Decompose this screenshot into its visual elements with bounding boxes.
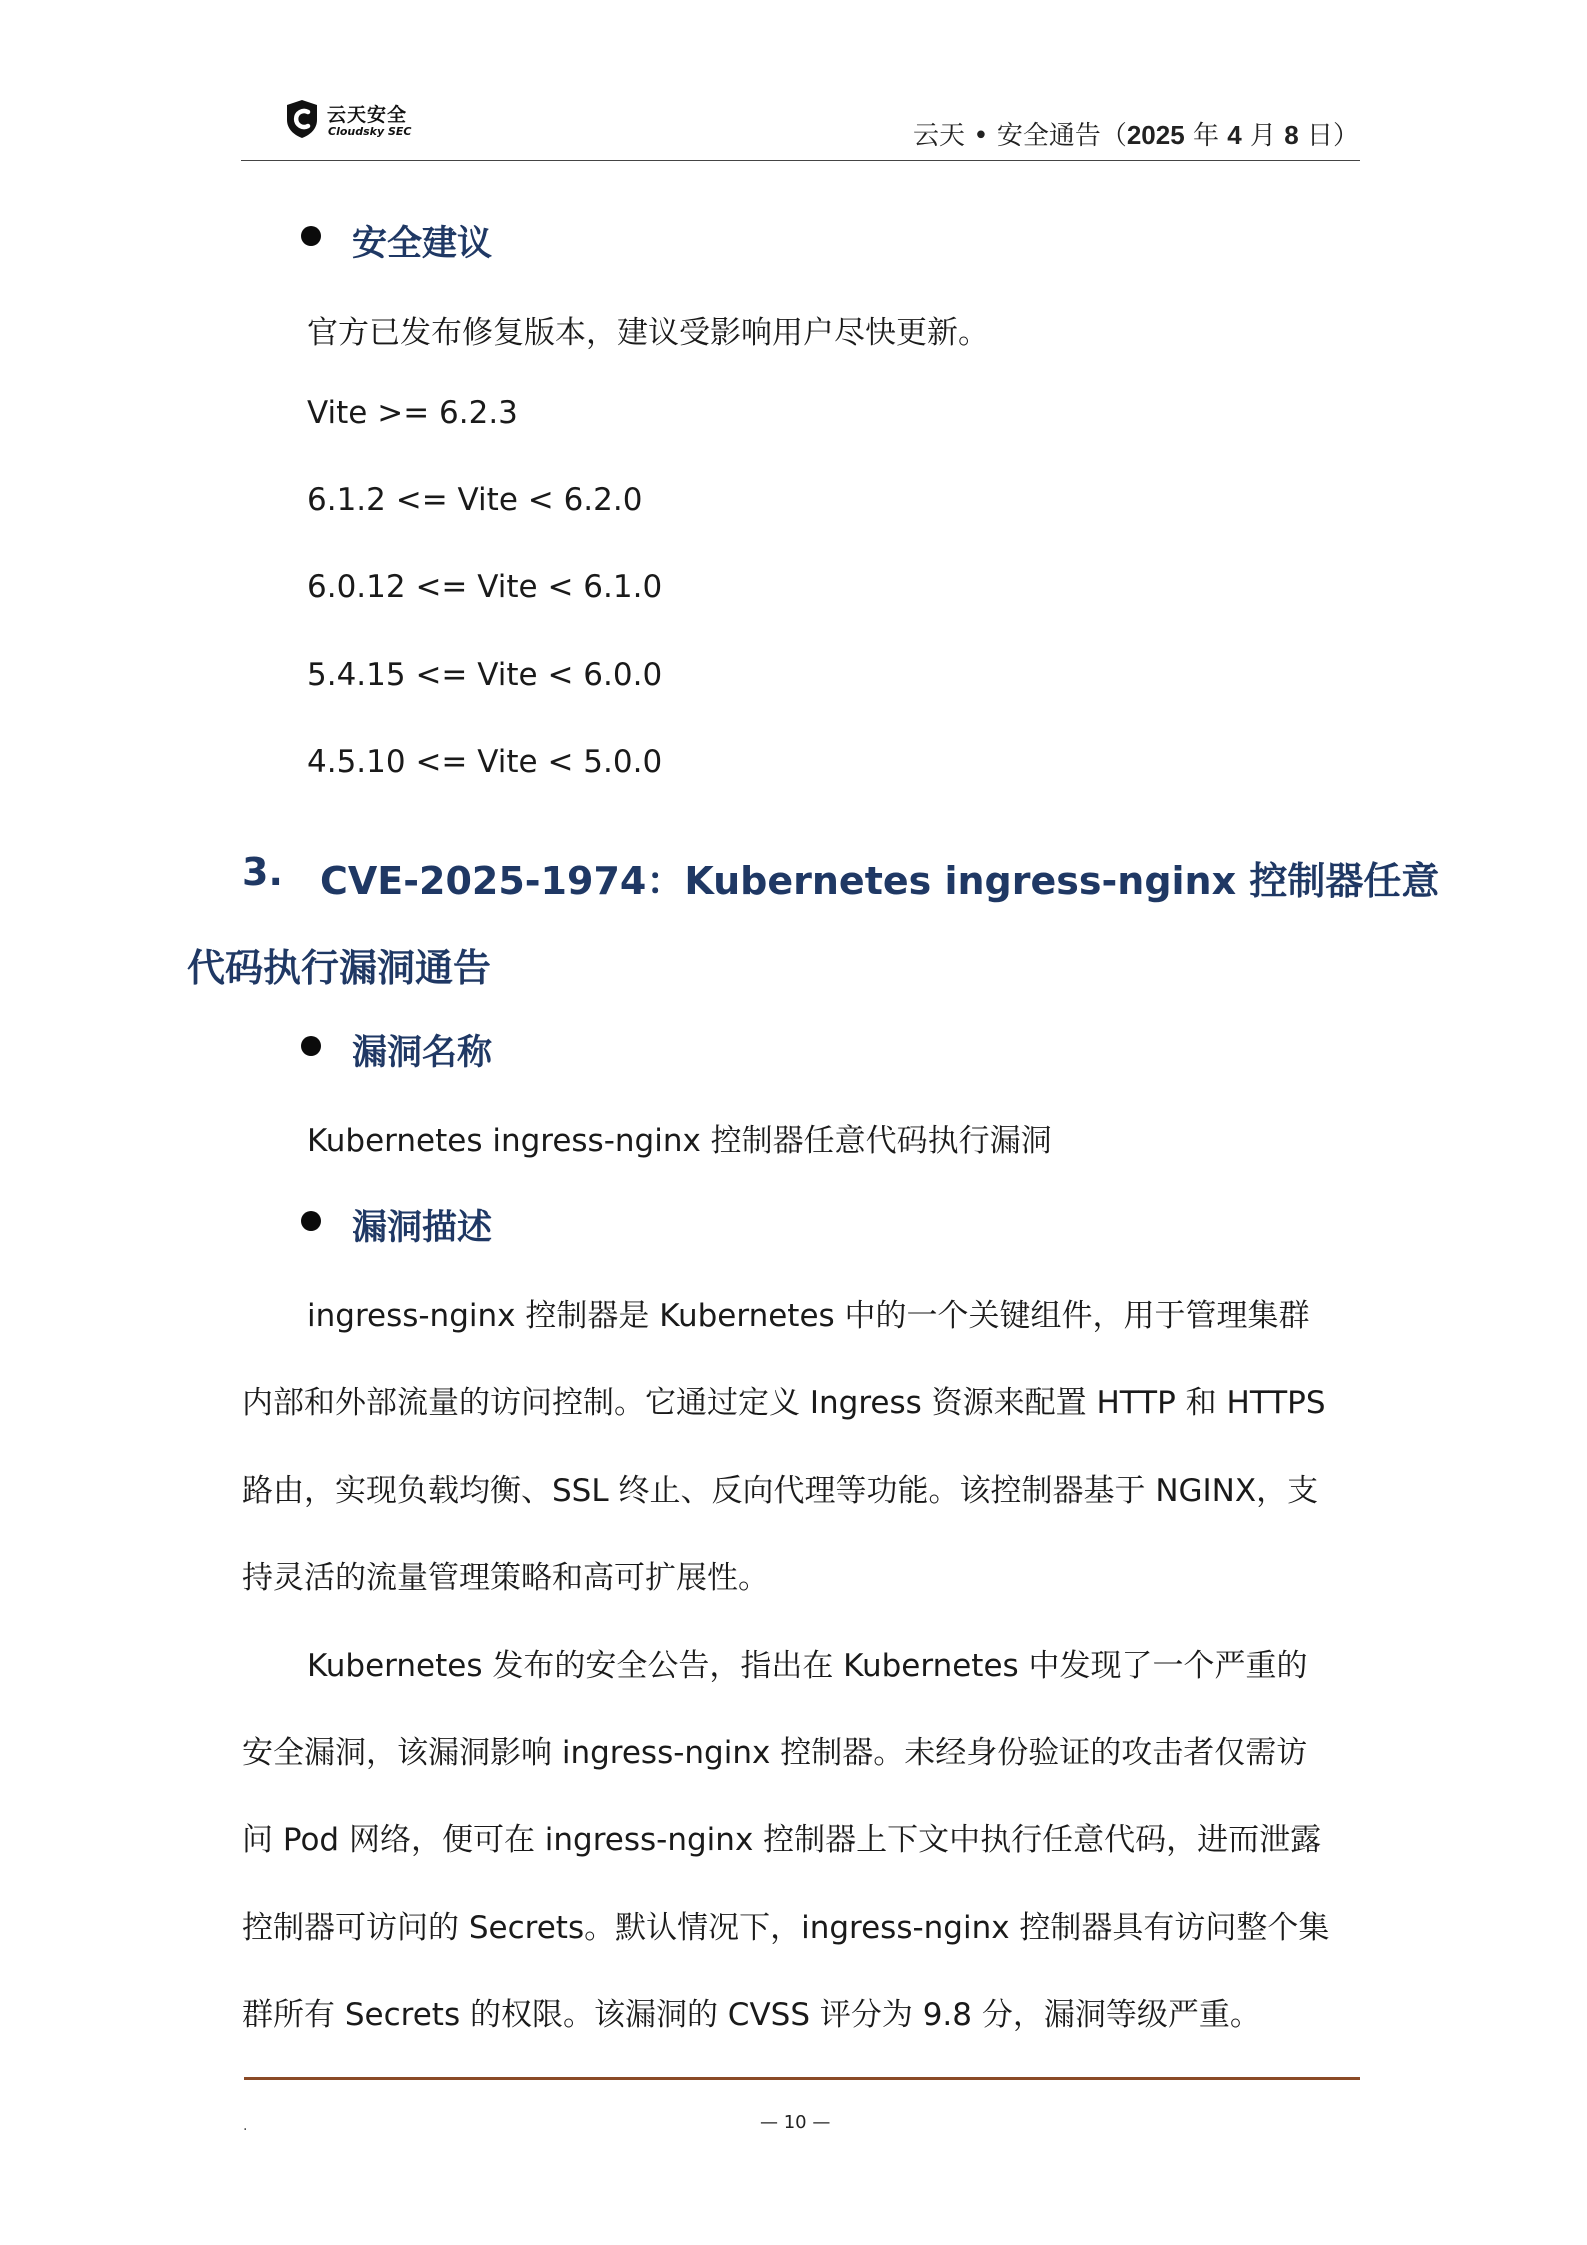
version-line: 4.5.10 <= Vite < 5.0.0	[307, 744, 663, 780]
desc-line: Kubernetes 发布的安全公告，指出在 Kubernetes 中发现了一个严重的	[307, 1648, 1308, 1684]
logo-chinese-text: 云天安全	[327, 104, 408, 126]
bullet-icon	[301, 226, 321, 246]
desc-line: ingress-nginx 控制器是 Kubernetes 中的一个关键组件，用于管理集群	[307, 1298, 1310, 1334]
header-title-suffix: 日）	[1306, 121, 1359, 151]
header-title-prefix: 云天 • 安全通告（	[912, 121, 1127, 151]
header-divider	[241, 160, 1360, 161]
header-month-unit: 月	[1249, 121, 1276, 151]
desc-line: 控制器可访问的 Secrets。默认情况下，ingress-nginx 控制器具有访问整个集	[242, 1910, 1330, 1946]
section-title-line2: 代码执行漏洞通告	[187, 946, 492, 990]
company-logo	[284, 98, 416, 144]
vuln-name-heading: 漏洞名称	[352, 1033, 493, 1073]
header-title	[913, 115, 1359, 152]
version-line: 6.1.2 <= Vite < 6.2.0	[307, 482, 643, 518]
section-number: 3.	[242, 850, 283, 894]
page-number: — 10 —	[760, 2112, 831, 2133]
version-line: 6.0.12 <= Vite < 6.1.0	[307, 569, 663, 605]
header-month: 4	[1227, 120, 1242, 150]
header-day: 8	[1284, 120, 1299, 150]
vuln-name-text: Kubernetes ingress-nginx 控制器任意代码执行漏洞	[307, 1123, 1052, 1159]
section-title-line1: CVE-2025-1974：Kubernetes ingress-nginx 控制器任意	[320, 859, 1440, 903]
version-line: 5.4.15 <= Vite < 6.0.0	[307, 657, 663, 693]
bullet-icon	[301, 1036, 321, 1056]
footer-divider	[244, 2077, 1360, 2080]
desc-line: 持灵活的流量管理策略和高可扩展性。	[242, 1560, 769, 1596]
desc-line: 群所有 Secrets 的权限。该漏洞的 CVSS 评分为 9.8 分，漏洞等级严重。	[242, 1997, 1261, 2033]
header-year: 2025	[1126, 120, 1185, 150]
shield-c-logo-icon	[284, 98, 320, 140]
advice-intro: 官方已发布修复版本，建议受影响用户尽快更新。	[307, 315, 989, 351]
desc-line: 安全漏洞，该漏洞影响 ingress-nginx 控制器。未经身份验证的攻击者仅需访	[242, 1735, 1308, 1771]
desc-line: 内部和外部流量的访问控制。它通过定义 Ingress 资源来配置 HTTP 和 HTTPS	[242, 1385, 1326, 1421]
version-line: Vite >= 6.2.3	[307, 395, 518, 431]
header-year-unit: 年	[1192, 121, 1219, 151]
advice-heading: 安全建议	[352, 224, 493, 264]
vuln-desc-heading: 漏洞描述	[352, 1208, 493, 1248]
logo-english-text: Cloudsky SEC	[328, 125, 412, 138]
footer-dot: .	[243, 2118, 248, 2134]
desc-line: 路由，实现负载均衡、SSL 终止、反向代理等功能。该控制器基于 NGINX，支	[242, 1473, 1319, 1509]
desc-line: 问 Pod 网络，便可在 ingress-nginx 控制器上下文中执行任意代码，进而泄露	[242, 1822, 1322, 1858]
bullet-icon	[301, 1211, 321, 1231]
